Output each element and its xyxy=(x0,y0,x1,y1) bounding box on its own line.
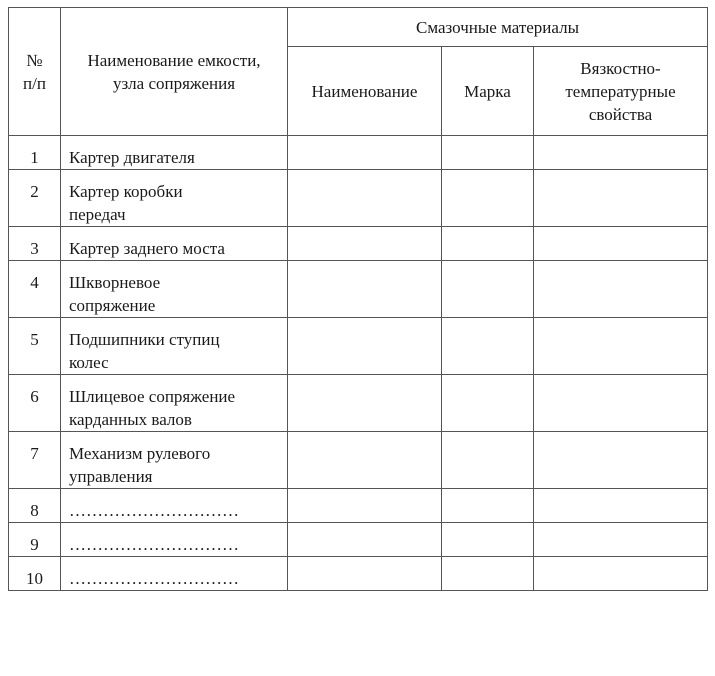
row-number: 9 xyxy=(9,523,61,557)
row-item-line1: Шкворневое xyxy=(69,273,161,292)
row-item-name xyxy=(61,261,288,318)
row-item-name xyxy=(61,318,288,375)
cell-lubricant-brand[interactable] xyxy=(442,375,534,432)
cell-lubricant-properties[interactable] xyxy=(534,523,708,557)
cell-lubricant-properties[interactable] xyxy=(534,136,708,170)
cell-lubricant-properties[interactable] xyxy=(534,227,708,261)
row-item-name xyxy=(61,375,288,432)
header-lubricant-name: Наименование xyxy=(288,47,442,136)
row-item-line1: Картер двигателя xyxy=(69,148,195,167)
cell-lubricant-brand[interactable] xyxy=(442,489,534,523)
table-row xyxy=(9,170,708,227)
cell-lubricant-properties[interactable] xyxy=(534,489,708,523)
row-number: 3 xyxy=(9,227,61,261)
header-item xyxy=(61,8,288,136)
row-number: 8 xyxy=(9,489,61,523)
table-row xyxy=(9,261,708,318)
row-number: 1 xyxy=(9,136,61,170)
row-item-name xyxy=(61,557,288,591)
cell-lubricant-name[interactable] xyxy=(288,170,442,227)
cell-lubricant-brand[interactable] xyxy=(442,523,534,557)
cell-lubricant-properties[interactable] xyxy=(534,170,708,227)
header-lubricants-group: Смазочные материалы xyxy=(288,8,708,47)
table-row xyxy=(9,136,708,170)
cell-lubricant-brand[interactable] xyxy=(442,136,534,170)
cell-lubricant-brand[interactable] xyxy=(442,170,534,227)
row-item-name xyxy=(61,227,288,261)
header-number-line2: п/п xyxy=(23,73,46,93)
table-row xyxy=(9,523,708,557)
header-props-line3: свойства xyxy=(588,104,653,124)
cell-lubricant-name[interactable] xyxy=(288,318,442,375)
lubricants-table xyxy=(8,7,708,591)
cell-lubricant-brand[interactable] xyxy=(442,557,534,591)
row-item-name xyxy=(61,170,288,227)
cell-lubricant-brand[interactable] xyxy=(442,432,534,489)
header-lubricant-properties xyxy=(534,47,708,136)
row-item-line1: ………………………… xyxy=(69,501,239,520)
header-item-line1: Наименование емкости, xyxy=(87,50,261,70)
lubricants-table-wrapper xyxy=(8,7,708,591)
row-item-line1: ………………………… xyxy=(69,535,239,554)
cell-lubricant-name[interactable] xyxy=(288,375,442,432)
table-row xyxy=(9,432,708,489)
row-number: 10 xyxy=(9,557,61,591)
cell-lubricant-name[interactable] xyxy=(288,523,442,557)
cell-lubricant-properties[interactable] xyxy=(534,557,708,591)
table-row xyxy=(9,557,708,591)
cell-lubricant-brand[interactable] xyxy=(442,261,534,318)
row-number: 5 xyxy=(9,318,61,375)
row-item-name xyxy=(61,523,288,557)
cell-lubricant-name[interactable] xyxy=(288,557,442,591)
cell-lubricant-properties[interactable] xyxy=(534,318,708,375)
row-item-line2: управления xyxy=(69,467,153,486)
row-item-name xyxy=(61,489,288,523)
header-number xyxy=(9,8,61,136)
row-item-line1: Подшипники ступиц xyxy=(69,330,220,349)
row-number: 2 xyxy=(9,170,61,227)
row-item-line2: сопряжение xyxy=(69,296,156,315)
cell-lubricant-name[interactable] xyxy=(288,227,442,261)
row-number: 7 xyxy=(9,432,61,489)
row-item-line1: Шлицевое сопряжение xyxy=(69,387,236,406)
cell-lubricant-properties[interactable] xyxy=(534,261,708,318)
cell-lubricant-brand[interactable] xyxy=(442,227,534,261)
row-item-line1: Механизм рулевого xyxy=(69,444,211,463)
row-item-name xyxy=(61,136,288,170)
table-row xyxy=(9,489,708,523)
row-item-line1: Картер коробки xyxy=(69,182,183,201)
row-item-line2: колес xyxy=(69,353,109,372)
cell-lubricant-name[interactable] xyxy=(288,432,442,489)
row-item-line1: ………………………… xyxy=(69,569,239,588)
cell-lubricant-brand[interactable] xyxy=(442,318,534,375)
row-item-name xyxy=(61,432,288,489)
header-item-line2: узла сопряжения xyxy=(112,73,236,93)
table-row xyxy=(9,318,708,375)
cell-lubricant-properties[interactable] xyxy=(534,375,708,432)
cell-lubricant-name[interactable] xyxy=(288,136,442,170)
cell-lubricant-name[interactable] xyxy=(288,261,442,318)
header-props-line2: температурные xyxy=(565,81,676,101)
cell-lubricant-name[interactable] xyxy=(288,489,442,523)
row-item-line1: Картер заднего моста xyxy=(69,239,225,258)
table-row xyxy=(9,227,708,261)
row-item-line2: передач xyxy=(69,205,126,224)
header-lubricant-brand: Марка xyxy=(442,47,534,136)
table-row xyxy=(9,375,708,432)
row-number: 4 xyxy=(9,261,61,318)
row-item-line2: карданных валов xyxy=(69,410,192,429)
cell-lubricant-properties[interactable] xyxy=(534,432,708,489)
header-number-line1: № xyxy=(26,50,43,70)
header-props-line1: Вязкостно- xyxy=(580,58,661,78)
row-number: 6 xyxy=(9,375,61,432)
